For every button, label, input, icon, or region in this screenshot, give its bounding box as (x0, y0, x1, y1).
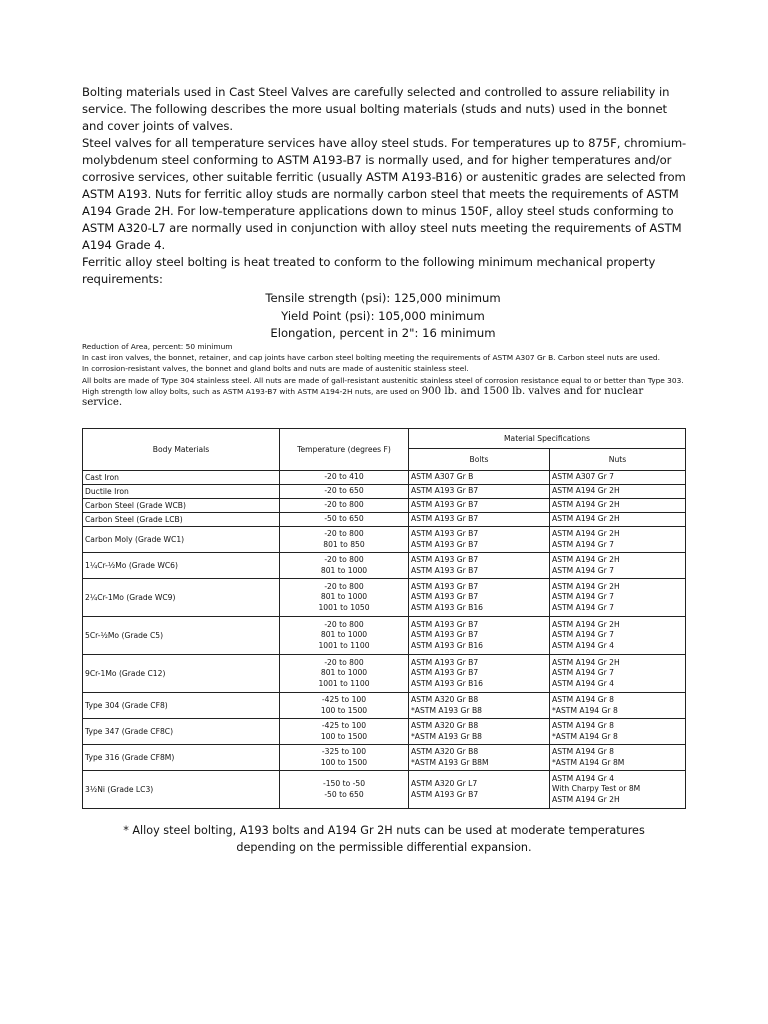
intro-paragraph: Bolting materials used in Cast Steel Valves are carefully selected and controlled to assure reliability in service. The following describes the more usual bolting materials (studs and nuts) used in the bonnet and cover joints of valves. (82, 85, 670, 133)
table-row (83, 553, 686, 579)
cell-nuts-line: ASTM A194 Gr 7 (552, 630, 614, 640)
cell-bolts (409, 719, 550, 745)
cell-bolts-line: *ASTM A193 Gr B8 (411, 731, 482, 741)
cell-bolts-line: *ASTM A193 Gr B8 (411, 705, 482, 715)
intro-text (82, 84, 692, 288)
header-temperature: Temperature (degrees F) (280, 429, 409, 471)
cell-body-material: 5Cr-½Mo (Grade C5) (83, 617, 280, 655)
cell-nuts-line: *ASTM A194 Gr 8M (552, 757, 625, 767)
cell-nuts-line: With Charpy Test or 8M (552, 784, 641, 794)
cell-temperature (280, 513, 409, 527)
cell-bolts-line: ASTM A193 Gr B7 (411, 528, 479, 538)
cell-nuts (550, 693, 686, 719)
intro-paragraph: Steel valves for all temperature services have alloy steel studs. For temperatures up to 875F, chromium-molybdenum steel conforming to ASTM A193-B7 is normally used, and for higher temperatures and/or corrosive services, other suitable ferritic (usually ASTM A193-B16) or austenitic grades are selected from ASTM A193. Nuts for ferritic alloy studs are normally carbon steel that meets the requirements of ASTM A194 Grade 2H. For low-temperature applications down to minus 150F, alloy steel studs conforming to ASTM A320-L7 are normally used in conjunction with alloy steel nuts meeting the requirements of ASTM A194 Grade 4. (82, 136, 687, 252)
cell-temperature-line: 801 to 1000 (320, 668, 368, 678)
cell-nuts-line: ASTM A194 Gr 7 (552, 539, 614, 549)
note: Reduction of Area, percent: 50 minimum (82, 342, 233, 351)
mechanical-properties (82, 290, 684, 343)
cell-temperature (280, 693, 409, 719)
cell-temperature (280, 471, 409, 485)
cell-temperature-line: 801 to 1000 (320, 565, 368, 575)
property-line: Elongation, percent in 2": 16 minimum (270, 326, 496, 340)
cell-bolts-line: ASTM A193 Gr B7 (411, 592, 479, 602)
table-row (83, 719, 686, 745)
cell-nuts-line: ASTM A194 Gr 4 (552, 678, 614, 688)
cell-temperature-line: -50 to 650 (324, 514, 364, 524)
cell-bolts-line: ASTM A320 Gr L7 (411, 778, 478, 788)
notes (82, 341, 686, 408)
table-row (83, 771, 686, 809)
cell-nuts-line: *ASTM A194 Gr 8 (552, 705, 618, 715)
cell-bolts (409, 485, 550, 499)
cell-bolts-line: ASTM A193 Gr B16 (411, 602, 484, 612)
cell-temperature (280, 745, 409, 771)
cell-bolts (409, 527, 550, 553)
cell-bolts-line: ASTM A193 Gr B7 (411, 500, 479, 510)
cell-temperature-line: 801 to 1000 (320, 592, 368, 602)
cell-nuts-line: ASTM A194 Gr 2H (552, 581, 620, 591)
cell-nuts (550, 771, 686, 809)
header-bolts: Bolts (409, 449, 550, 471)
cell-bolts-line: ASTM A193 Gr B7 (411, 514, 479, 524)
cell-bolts (409, 693, 550, 719)
cell-body-material: Type 316 (Grade CF8M) (83, 745, 280, 771)
table-row (83, 745, 686, 771)
cell-nuts (550, 617, 686, 655)
cell-temperature-line: 100 to 1500 (320, 757, 368, 767)
cell-bolts (409, 513, 550, 527)
property-line: Yield Point (psi): 105,000 minimum (281, 308, 485, 323)
note-tail: 900 lb. and 1500 lb. valves and for nuclear service. (82, 385, 644, 409)
cell-nuts-line: ASTM A194 Gr 2H (552, 514, 620, 524)
cell-temperature (280, 617, 409, 655)
cell-nuts (550, 579, 686, 617)
cell-temperature-line: -425 to 100 (321, 720, 367, 730)
cell-temperature-line: -20 to 800 (324, 554, 364, 564)
cell-temperature-line: 1001 to 1100 (318, 640, 370, 650)
cell-temperature-line: -50 to 650 (324, 789, 364, 799)
cell-temperature (280, 719, 409, 745)
cell-nuts-line: ASTM A194 Gr 2H (552, 528, 620, 538)
header-nuts: Nuts (550, 449, 686, 471)
cell-temperature-line: -20 to 800 (324, 581, 364, 591)
table-row (83, 617, 686, 655)
note-text: All bolts are made of Type 304 stainless steel. All nuts are made of gall-resistant austenitic stainless steel of corrosion resistance equal to or better than Type 303. High strength low alloy bolts, such as ASTM A193-B7 with ASTM A194-2H nuts, are used on (82, 375, 684, 396)
cell-temperature-line: -425 to 100 (321, 694, 367, 704)
cell-bolts-line: ASTM A193 Gr B7 (411, 668, 479, 678)
cell-temperature-line: 100 to 1500 (320, 731, 368, 741)
cell-nuts-line: ASTM A194 Gr 2H (552, 619, 620, 629)
cell-nuts-line: ASTM A194 Gr 7 (552, 602, 614, 612)
cell-nuts (550, 527, 686, 553)
cell-nuts-line: ASTM A194 Gr 8 (552, 746, 614, 756)
cell-nuts (550, 553, 686, 579)
cell-temperature-line: -325 to 100 (321, 746, 367, 756)
table-row (83, 527, 686, 553)
cell-body-material: Ductile Iron (83, 485, 280, 499)
cell-nuts (550, 655, 686, 693)
cell-bolts-line: ASTM A193 Gr B7 (411, 789, 479, 799)
cell-nuts-line: ASTM A194 Gr 2H (552, 486, 620, 496)
cell-bolts-line: ASTM A193 Gr B7 (411, 486, 479, 496)
cell-body-material: 2¼Cr-1Mo (Grade WC9) (83, 579, 280, 617)
table-row (83, 513, 686, 527)
cell-bolts (409, 771, 550, 809)
cell-body-material: 9Cr-1Mo (Grade C12) (83, 655, 280, 693)
cell-bolts-line: ASTM A193 Gr B16 (411, 678, 484, 688)
cell-body-material: 1¼Cr-½Mo (Grade WC6) (83, 553, 280, 579)
cell-temperature-line: -20 to 800 (324, 500, 364, 510)
cell-bolts-line: ASTM A193 Gr B7 (411, 619, 479, 629)
cell-bolts-line: ASTM A307 Gr B (411, 472, 474, 482)
cell-nuts-line: ASTM A194 Gr 2H (552, 657, 620, 667)
cell-bolts-line: ASTM A193 Gr B16 (411, 640, 484, 650)
cell-temperature (280, 655, 409, 693)
cell-temperature-line: -20 to 800 (324, 619, 364, 629)
footnote (82, 822, 686, 856)
cell-bolts-line: ASTM A320 Gr B8 (411, 694, 479, 704)
cell-nuts-line: ASTM A194 Gr 7 (552, 668, 614, 678)
table-row (83, 579, 686, 617)
table-row (83, 499, 686, 513)
cell-bolts (409, 617, 550, 655)
cell-nuts-line: ASTM A194 Gr 8 (552, 694, 614, 704)
cell-nuts (550, 485, 686, 499)
cell-temperature-line: -150 to -50 (322, 778, 366, 788)
table-body (83, 471, 686, 809)
cell-temperature-line: -20 to 800 (324, 657, 364, 667)
cell-nuts-line: ASTM A194 Gr 4 (552, 640, 614, 650)
cell-temperature (280, 579, 409, 617)
intro-paragraph: Ferritic alloy steel bolting is heat treated to conform to the following minimum mechanical property requirements: (82, 255, 656, 286)
cell-temperature (280, 499, 409, 513)
cell-temperature (280, 485, 409, 499)
footnote-line: * Alloy steel bolting, A193 bolts and A194 Gr 2H nuts can be used at moderate temperatures (123, 824, 645, 837)
cell-nuts-line: ASTM A194 Gr 7 (552, 592, 614, 602)
table-row (83, 693, 686, 719)
property-line: Tensile strength (psi): 125,000 minimum (265, 291, 501, 305)
cell-bolts (409, 499, 550, 513)
cell-temperature-line: -20 to 410 (324, 472, 364, 482)
cell-body-material: 3½Ni (Grade LC3) (83, 771, 280, 809)
cell-nuts-line: ASTM A194 Gr 2H (552, 794, 620, 804)
cell-temperature-line: -20 to 800 (324, 528, 364, 538)
cell-bolts-line: *ASTM A193 Gr B8M (411, 757, 489, 767)
cell-bolts (409, 655, 550, 693)
cell-bolts-line: ASTM A193 Gr B7 (411, 630, 479, 640)
cell-bolts-line: ASTM A320 Gr B8 (411, 746, 479, 756)
cell-nuts (550, 719, 686, 745)
cell-temperature-line: 1001 to 1100 (318, 678, 370, 688)
cell-bolts-line: ASTM A320 Gr B8 (411, 720, 479, 730)
note (82, 375, 686, 409)
cell-nuts-line: ASTM A194 Gr 2H (552, 554, 620, 564)
cell-nuts (550, 745, 686, 771)
cell-body-material: Carbon Steel (Grade LCB) (83, 513, 280, 527)
cell-bolts-line: ASTM A193 Gr B7 (411, 565, 479, 575)
cell-temperature-line: 801 to 850 (323, 539, 365, 549)
cell-bolts-line: ASTM A193 Gr B7 (411, 554, 479, 564)
cell-bolts-line: ASTM A193 Gr B7 (411, 539, 479, 549)
cell-bolts (409, 471, 550, 485)
cell-nuts (550, 471, 686, 485)
cell-nuts-line: *ASTM A194 Gr 8 (552, 731, 618, 741)
cell-body-material: Carbon Moly (Grade WC1) (83, 527, 280, 553)
cell-nuts (550, 513, 686, 527)
cell-nuts-line: ASTM A194 Gr 8 (552, 720, 614, 730)
bolting-spec-table (82, 428, 686, 809)
footnote-line: depending on the permissible differential expansion. (236, 841, 532, 854)
cell-nuts (550, 499, 686, 513)
header-material-specs: Material Specifications (409, 429, 686, 449)
table-row (83, 655, 686, 693)
note: In cast iron valves, the bonnet, retainer, and cap joints have carbon steel bolting meeting the requirements of ASTM A307 Gr B. Carbon steel nuts are used. (82, 353, 660, 363)
cell-body-material: Cast Iron (83, 471, 280, 485)
cell-bolts-line: ASTM A193 Gr B7 (411, 581, 479, 591)
cell-body-material: Type 347 (Grade CF8C) (83, 719, 280, 745)
cell-temperature (280, 771, 409, 809)
cell-bolts (409, 553, 550, 579)
cell-bolts (409, 745, 550, 771)
cell-bolts-line: ASTM A193 Gr B7 (411, 657, 479, 667)
cell-temperature (280, 527, 409, 553)
cell-temperature-line: 1001 to 1050 (318, 602, 370, 612)
cell-temperature (280, 553, 409, 579)
note: In corrosion-resistant valves, the bonnet and gland bolts and nuts are made of austenitic stainless steel. (82, 364, 469, 374)
cell-nuts-line: ASTM A194 Gr 4 (552, 773, 614, 783)
cell-temperature-line: 100 to 1500 (320, 705, 368, 715)
cell-bolts (409, 579, 550, 617)
cell-temperature-line: -20 to 650 (324, 486, 364, 496)
table-row (83, 485, 686, 499)
cell-body-material: Type 304 (Grade CF8) (83, 693, 280, 719)
cell-temperature-line: 801 to 1000 (320, 630, 368, 640)
header-body-materials: Body Materials (83, 429, 280, 471)
table-row (83, 471, 686, 485)
cell-nuts-line: ASTM A194 Gr 2H (552, 500, 620, 510)
cell-nuts-line: ASTM A194 Gr 7 (552, 565, 614, 575)
cell-body-material: Carbon Steel (Grade WCB) (83, 499, 280, 513)
cell-nuts-line: ASTM A307 Gr 7 (552, 472, 614, 482)
